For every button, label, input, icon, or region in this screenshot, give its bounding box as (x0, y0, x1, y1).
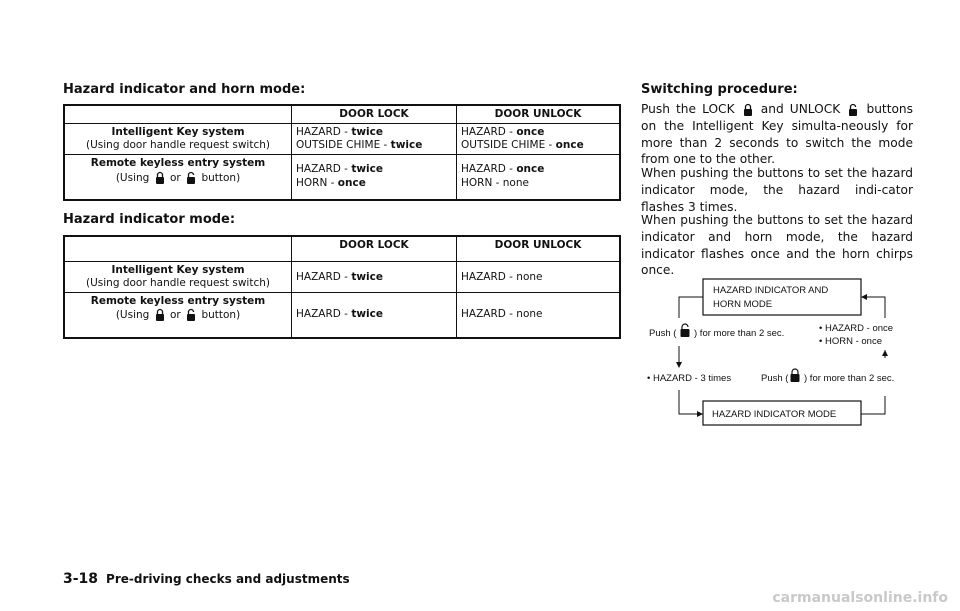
lock-icon (743, 103, 753, 117)
row-or: or (170, 309, 181, 322)
push-right-label-b: ) for more than 2 sec. (804, 373, 895, 384)
lock-icon (155, 171, 165, 185)
row-title: Intelligent Key system (111, 126, 245, 139)
col-door-lock: DOOR LOCK (292, 236, 457, 262)
row-subtitle: (Using door handle request switch) (86, 277, 270, 290)
cell-lock (292, 262, 457, 293)
heading-switching-procedure: Switching procedure: (641, 82, 798, 97)
row-header (64, 293, 292, 338)
paragraph-push-buttons (641, 101, 913, 168)
cell-lock (292, 155, 457, 200)
lock-icon (155, 308, 165, 322)
paragraph-hazard-indicator-mode: When pushing the buttons to set the hazard indicator mode, the hazard indi-cator flashes 3 times. (641, 166, 913, 214)
cell-value: once (516, 163, 545, 176)
cell-text: OUTSIDE CHIME - (296, 139, 391, 152)
cell-text: HORN - (296, 176, 338, 189)
row-button: button) (201, 171, 241, 184)
table-row (64, 262, 620, 293)
col-door-unlock: DOOR UNLOCK (457, 236, 621, 262)
cell-text: HAZARD - (296, 163, 352, 176)
bullet-hazard-once: • HAZARD - once (819, 323, 894, 334)
arrow-up-icon (882, 350, 888, 356)
push-left-label-b: ) for more than 2 sec. (694, 328, 785, 339)
cell-value: twice (351, 308, 383, 321)
cell-value: twice (351, 126, 383, 139)
arrow-right-icon (697, 411, 703, 417)
cell-text: HAZARD - (296, 308, 352, 321)
lock-icon (791, 369, 800, 382)
row-header (64, 262, 292, 293)
cell-value: once (516, 126, 545, 139)
section-title: Pre-driving checks and adjustments (106, 572, 350, 586)
cell-text: HAZARD - (461, 126, 517, 139)
box-top-line2: HORN MODE (713, 299, 773, 310)
push-left-label-a: Push ( (649, 328, 677, 339)
bullet-horn-once: • HORN - once (819, 336, 882, 347)
arrow-left-icon (861, 294, 867, 300)
connector-line (865, 297, 885, 318)
cell-unlock: HAZARD - none (457, 262, 621, 293)
cell-text: OUTSIDE CHIME - (461, 139, 556, 152)
cell-text: HORN - none (461, 176, 529, 189)
cell-unlock: HAZARD - none (457, 293, 621, 338)
unlock-icon (186, 308, 196, 322)
heading-hazard-horn-mode: Hazard indicator and horn mode: (63, 82, 306, 97)
row-header (64, 124, 292, 155)
row-using: (Using (115, 171, 150, 184)
box-top-line1: HAZARD INDICATOR AND (713, 285, 829, 296)
push-right-label-a: Push ( (761, 373, 789, 384)
cell-unlock (457, 155, 621, 200)
heading-hazard-mode: Hazard indicator mode: (63, 212, 236, 227)
cell-lock (292, 124, 457, 155)
hazard-horn-table (63, 104, 621, 201)
cell-lock (292, 293, 457, 338)
cell-value: twice (351, 163, 383, 176)
unlock-icon (681, 324, 690, 337)
row-header (64, 155, 292, 200)
connector-line (861, 396, 885, 414)
box-bottom-label: HAZARD INDICATOR MODE (712, 409, 837, 420)
page-number: 3-18 (63, 571, 99, 587)
cell-text: HAZARD - (296, 126, 352, 139)
connector-line (679, 297, 703, 318)
row-title: Remote keyless entry system (90, 295, 266, 308)
col-door-unlock: DOOR UNLOCK (457, 105, 621, 124)
para-text: buttons on the Intelligent Key simulta-neously for more than 2 seconds to switch the mode from one to the other. (641, 102, 914, 167)
bullet-hazard-3-times: • HAZARD - 3 times (647, 373, 732, 384)
table-row (64, 155, 620, 200)
table-corner (64, 236, 292, 262)
cell-value: twice (390, 139, 423, 152)
cell-unlock (457, 124, 621, 155)
row-or: or (170, 171, 181, 184)
para-text: and UNLOCK (760, 102, 841, 116)
col-door-lock: DOOR LOCK (292, 105, 457, 124)
table-corner (64, 105, 292, 124)
cell-value: once (337, 176, 366, 189)
hazard-table (63, 235, 621, 339)
cell-text: HAZARD - (461, 163, 517, 176)
connector-line (679, 390, 703, 414)
unlock-icon (848, 103, 858, 117)
watermark: carmanualsonline.info (772, 590, 948, 606)
row-button: button) (201, 309, 241, 322)
cell-value: once (555, 139, 584, 152)
cell-text: HAZARD - (296, 270, 352, 283)
table-row (64, 293, 620, 338)
row-title: Intelligent Key system (111, 264, 245, 276)
table-row (64, 124, 620, 155)
para-text: Push the LOCK (641, 102, 735, 116)
mode-switch-diagram (645, 278, 917, 434)
page-footer (63, 568, 350, 587)
arrow-down-icon (676, 362, 682, 368)
row-title: Remote keyless entry system (90, 157, 266, 170)
row-using: (Using (115, 309, 150, 322)
paragraph-hazard-horn-mode: When pushing the buttons to set the hazard indicator and horn mode, the hazard indicator flashes once and the horn chirps once. (641, 213, 913, 278)
cell-value: twice (351, 270, 383, 283)
row-subtitle: (Using door handle request switch) (86, 139, 270, 152)
unlock-icon (186, 171, 196, 185)
